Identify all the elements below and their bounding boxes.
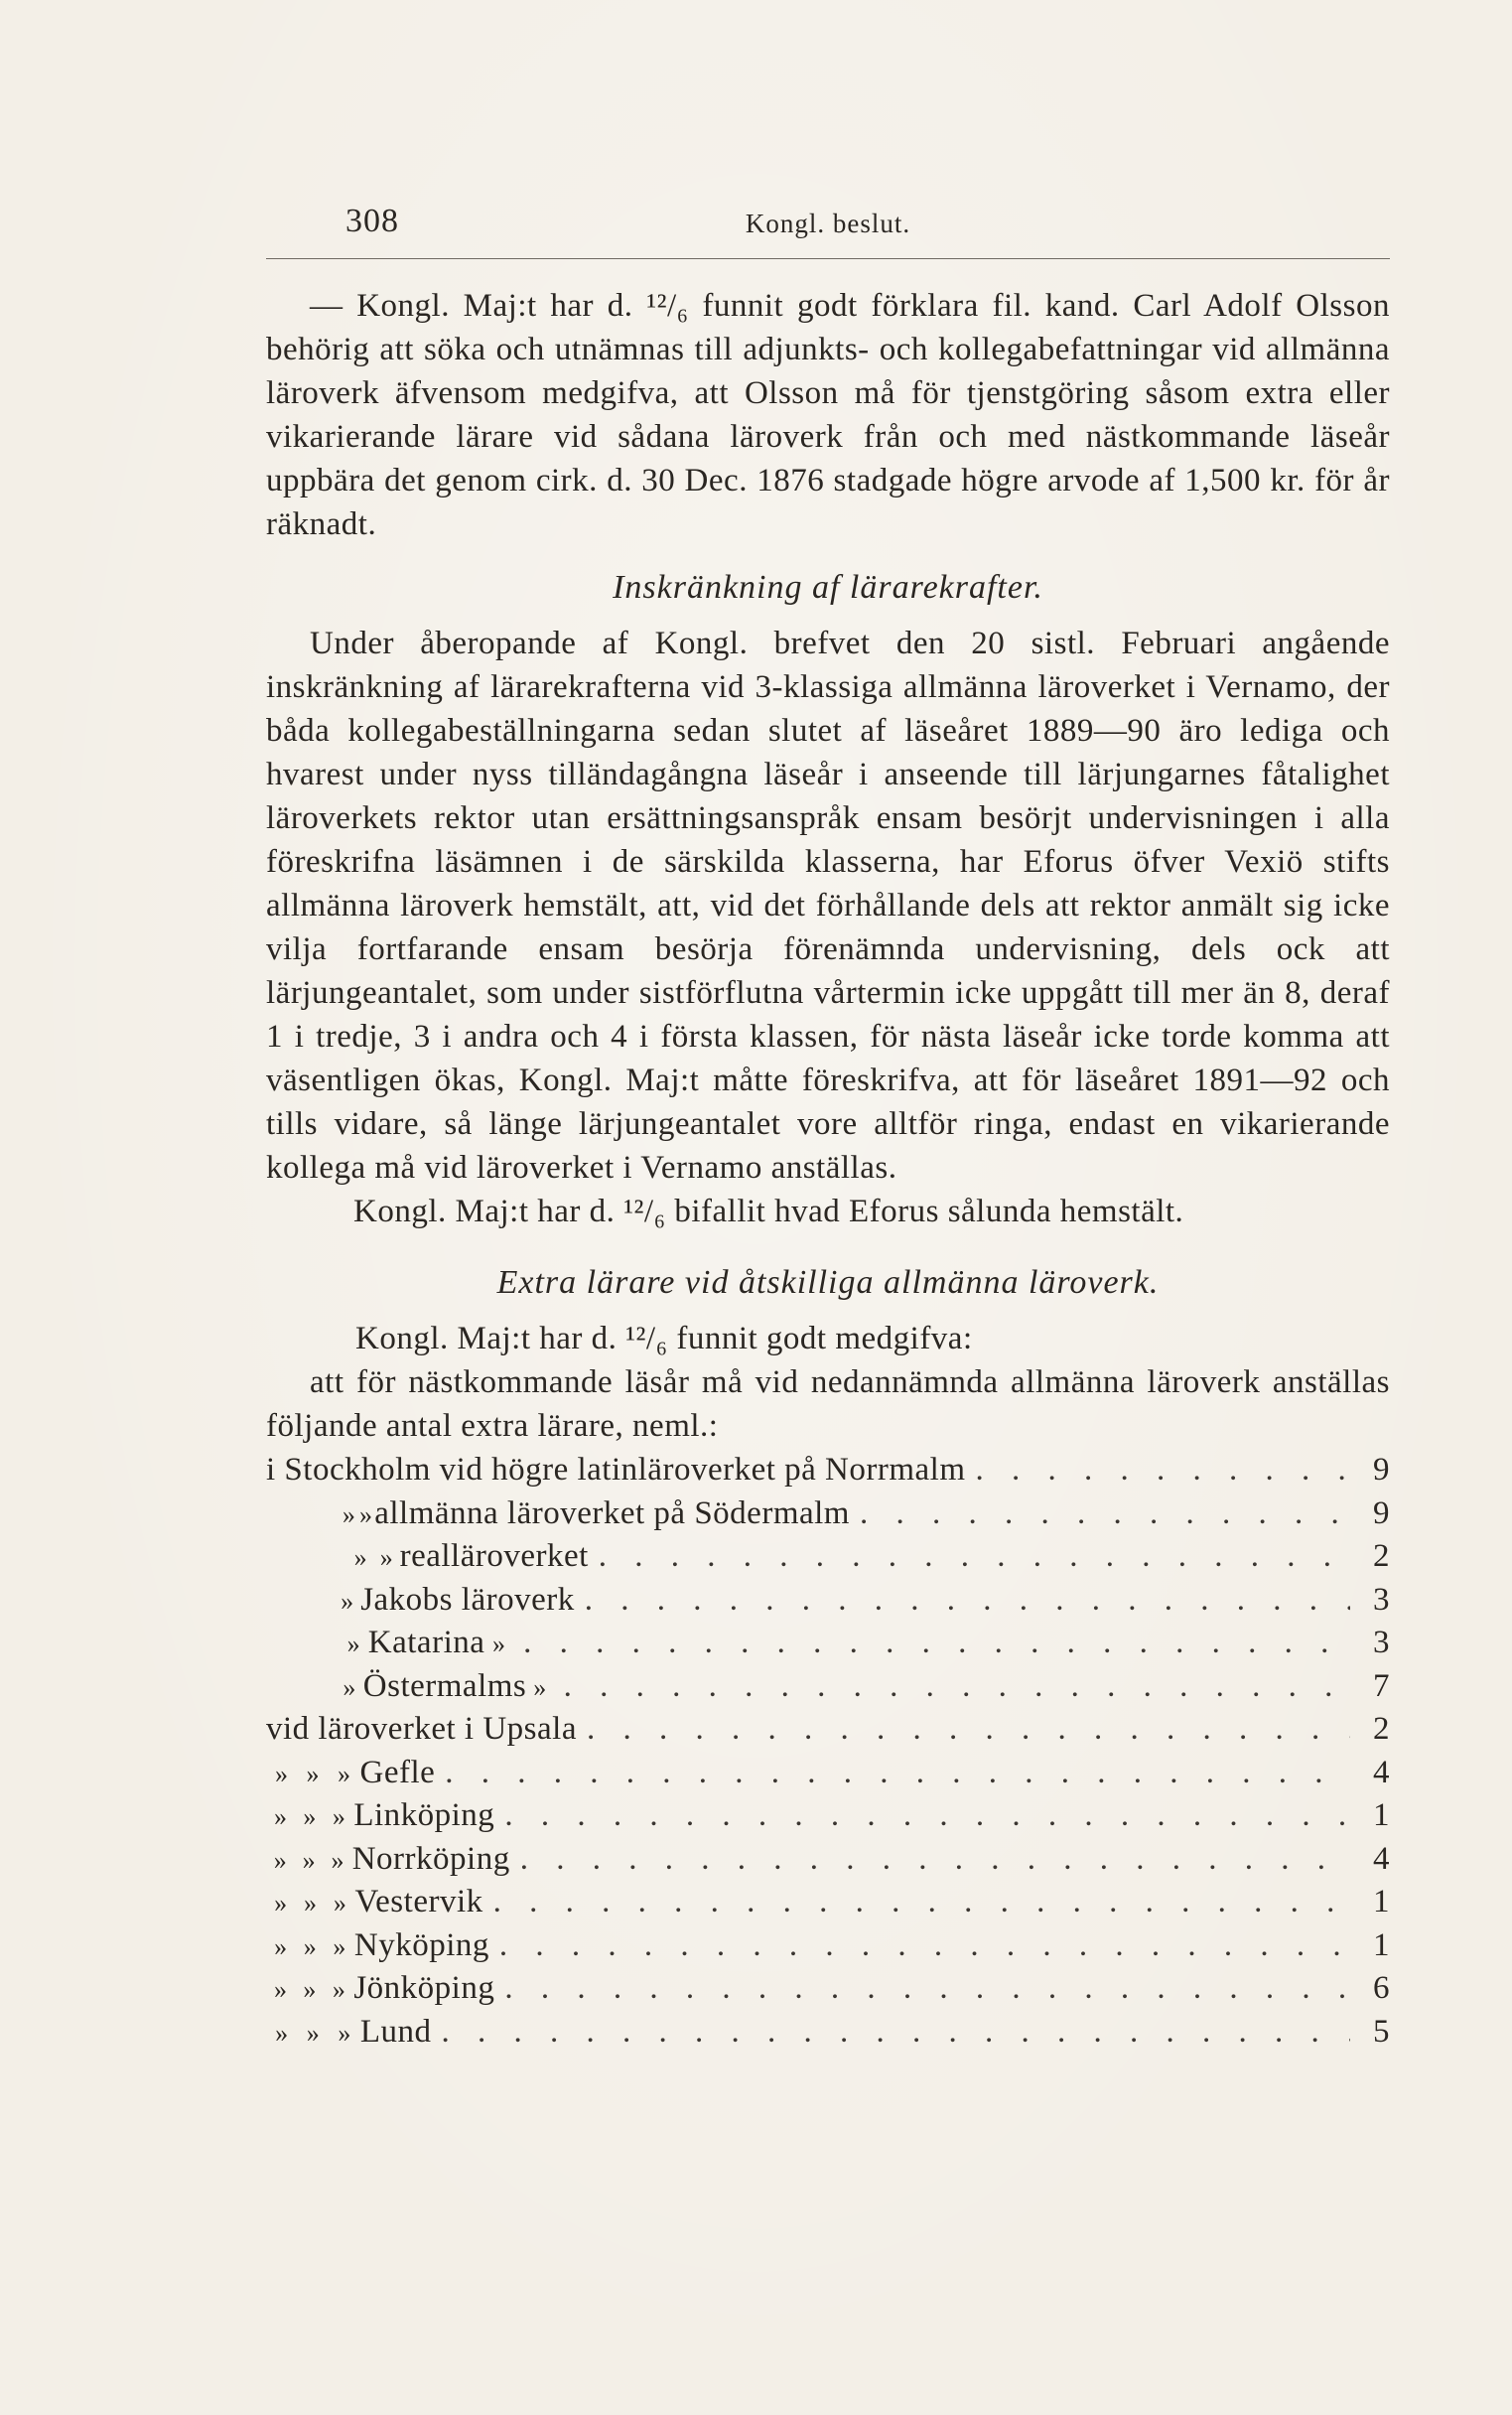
list-item-count: 9 [1373,1452,1390,1488]
dot-leader [523,1621,1350,1664]
dot-leader [585,1578,1350,1622]
ditto-mark: » [333,1931,346,1961]
list-item [266,1492,1390,1535]
list-item-count: 4 [1373,1840,1391,1877]
extra-larare-list [266,1448,1390,2053]
list-item-count: 9 [1372,1494,1390,1531]
ditto-mark: » [303,1931,318,1961]
list-item-prefix: vid läroverket i [266,1711,475,1747]
list-item-count: 4 [1372,1754,1390,1790]
dot-leader [493,1880,1350,1923]
list-item-count: 1 [1372,1884,1390,1919]
list-item-name: Nyköping [353,1926,489,1963]
body-text [266,284,1390,2053]
section-heading-inskrankning: Inskränkning af lärarekrafter. [613,569,1043,606]
ditto-mark: » [338,2018,351,2048]
list-item-name: Jönköping [353,1970,495,2006]
list-item-name: Katarina [367,1625,485,1660]
extra-larare-intro-2: att för nästkommande läsår må vid nedannämnda allmänna läroverk anställas följande antal extra lärare, neml.: [266,1364,1390,1444]
list-item [266,1837,1390,1881]
list-item [266,2010,1390,2054]
dot-leader [520,1837,1350,1881]
dot-leader [564,1664,1350,1708]
ditto-mark: » [274,1931,288,1961]
list-item-count: 2 [1373,1711,1390,1747]
ditto-mark: » [302,1845,317,1875]
ditto-mark: » [303,1802,317,1831]
ditto-mark: » [343,1672,356,1702]
list-item [266,1751,1390,1794]
ditto-mark: » [306,1759,320,1788]
ditto-mark: » [332,1975,346,2004]
ditto-mark: » [273,1845,288,1875]
list-item-name: Jakobs läroverk [360,1581,575,1618]
list-item-count: 7 [1372,1667,1390,1704]
list-item-count: 5 [1372,2013,1390,2050]
ditto-mark: » [358,1499,373,1529]
dot-leader [587,1707,1350,1751]
ditto-mark: » [275,1759,289,1788]
ditto-mark: » [332,1802,346,1831]
dot-leader [504,1966,1350,2010]
ditto-mark: » [275,2018,289,2048]
list-item-name: Upsala [482,1711,577,1747]
list-item [266,1448,1390,1492]
dot-leader [445,1751,1350,1794]
ditto-mark: » [303,1889,318,1918]
section-paragraph-inskrankning: Under åberopande af Kongl. brefvet den 20 sistl. Februari angående inskränkning af lärarekrafterna vid 3-klassiga allmänna läroverket i Vernamo, der båda kollegabeställningarna sedan slutet af läseåret 1889—90 äro lediga och hvarest under nyss tilländagångna läseår i anseende till lärjungarnes fåtalighet läroverkets rektor utan ersättningsanspråk ensam besörjt undervisningen i alla föreskrifna läsämnen i de särskilda klasserna, har Eforus öfver Vexiö stifts allmänna läroverk hemstält, att, vid det förhållande dels att rektor anmält sig icke vilja fortfarande ensam besörja förenämnda undervisning, dels ock att lärjungeantalet, som under sistförflutna vårtermin icke uppgått till mer än 8, deraf 1 i tredje, 3 i andra och 4 i första klassen, för nästa läseår icke torde komma att väsentligen ökas, Kongl. Maj:t måtte föreskrifva, att för läseåret 1891—92 och tills vidare, så länge lärjungeantalet vore alltför ringa, endast en vikarierande kollega må vid läroverket i Vernamo anställas. [266,626,1390,1186]
ditto-mark: » [306,2018,321,2048]
page-number: 308 [345,203,399,239]
ditto-mark: » [338,1759,351,1788]
ditto-mark: » [492,1630,506,1658]
list-item-name: realläroverket [399,1538,589,1574]
list-item [266,1578,1390,1622]
list-item-count: 6 [1373,1970,1391,2006]
ditto-mark: » [274,1889,288,1918]
list-item-name: latinläroverket på Norrmalm [577,1452,966,1488]
list-item [266,1923,1390,1967]
list-item-count: 1 [1373,1926,1391,1963]
dot-leader [976,1448,1350,1492]
list-item-name: allmänna läroverket på Södermalm [374,1494,850,1531]
list-item [266,1534,1390,1578]
list-item-prefix: i Stockholm vid högre [266,1452,569,1488]
list-item-name: Lund [359,2013,432,2050]
ditto-mark: » [353,1543,368,1572]
list-item-count: 3 [1373,1581,1390,1618]
section-heading-extra-larare: Extra lärare vid åtskilliga allmänna läroverk. [496,1264,1160,1301]
ditto-mark: » [273,1975,288,2004]
list-item-count: 3 [1373,1625,1390,1660]
list-item-count: 2 [1373,1538,1391,1574]
list-item-name: Vestervik [354,1884,483,1919]
ditto-mark: » [342,1499,356,1529]
ditto-mark: » [273,1802,288,1831]
running-head: Kongl. beslut. [745,209,911,238]
list-item-count: 1 [1373,1797,1391,1833]
ditto-mark: » [341,1586,354,1616]
list-item-name: Gefle [359,1754,436,1790]
intro-paragraph: — Kongl. Maj:t har d. ¹²/₆ funnit godt förklara fil. kand. Carl Adolf Olsson behörig att söka och utnämnas till adjunkts- och kollegabefattningar vid allmänna läroverk äfvensom medgifva, att Olsson må för tjenstgöring såsom extra eller vikarierande lärare vid sådana läroverk från och med nästkommande läseår uppbära det genom cirk. d. 30 Dec. 1876 stadgade högre arvode af 1,500 kr. för år räknadt. [266,288,1390,542]
ditto-mark: » [303,1975,317,2004]
dot-leader [499,1923,1350,1967]
list-item-name: Norrköping [351,1840,510,1877]
dot-leader [504,1793,1350,1837]
list-item-name: Linköping [353,1797,495,1833]
dot-leader [860,1492,1350,1535]
list-item [266,1966,1390,2010]
list-item [266,1707,1390,1751]
list-item [266,1793,1390,1837]
dot-leader [442,2010,1350,2054]
extra-larare-intro-1: Kongl. Maj:t har d. ¹²/₆ funnit godt medgifva: [355,1321,973,1356]
ditto-mark: » [533,1672,547,1702]
list-item [266,1621,1390,1664]
ditto-mark: » [379,1543,394,1572]
list-item [266,1880,1390,1923]
list-item [266,1664,1390,1708]
ditto-mark: » [346,1630,361,1658]
list-item-name: Östermalms [362,1667,527,1704]
section-decision-inskrankning: Kongl. Maj:t har d. ¹²/₆ bifallit hvad Eforus sålunda hemstält. [353,1194,1184,1229]
dot-leader [599,1534,1350,1578]
ditto-mark: » [331,1845,345,1875]
page-header [266,199,1390,259]
ditto-mark: » [333,1889,347,1918]
